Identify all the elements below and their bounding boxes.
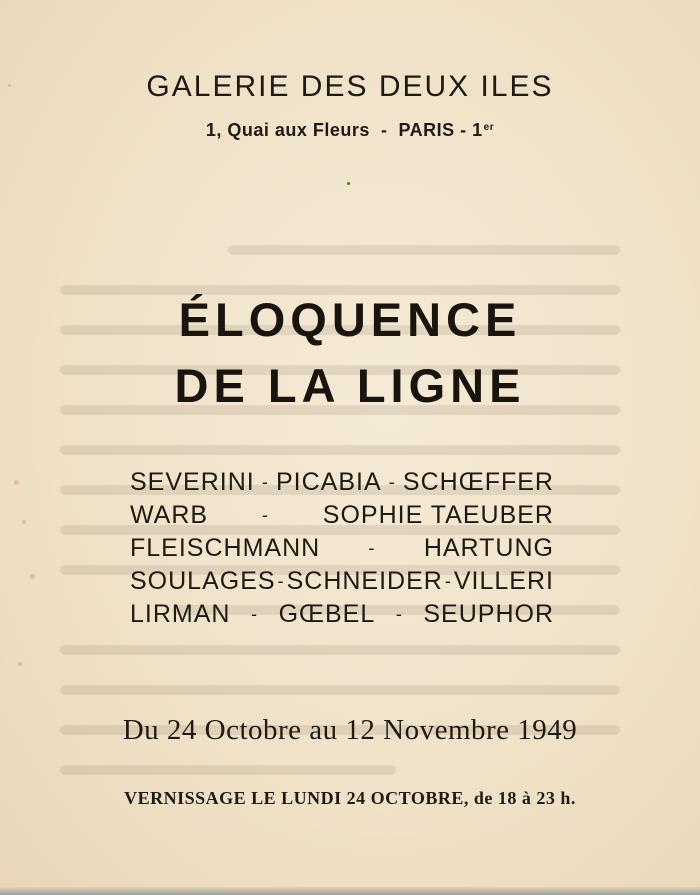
opening-label: VERNISSAGE LE LUNDI 24 OCTOBRE, [124,788,469,808]
artist-separator: - [395,604,403,624]
artist-name: HARTUNG [423,534,554,562]
artist-line [130,466,554,499]
gallery-name: GALERIE DES DEUX ILES [146,70,554,103]
address-city: PARIS - 1 [398,120,483,140]
artist-name: WARB [130,501,209,529]
artist-separator: - [368,538,376,558]
artist-line [130,598,554,631]
artist-name: SCHNEIDER [286,567,443,595]
artist-name: PICABIA [275,468,382,496]
artist-line [130,565,554,598]
artist-name: SOPHIE TAEUBER [322,501,554,529]
foxing-stain [22,520,26,524]
artist-name: SCHŒFFER [402,468,554,496]
artist-name: SOULAGES [130,567,276,595]
artist-separator: - [261,472,269,492]
artist-list [130,466,554,631]
address-street: 1, Quai aux Fleurs [205,120,370,140]
artist-name: SEUPHOR [423,600,554,628]
foxing-stain [18,662,22,666]
exhibition-dates: Du 24 Octobre au 12 Novembre 1949 [122,714,578,746]
gallery-address [0,120,700,141]
foxing-stain [30,574,35,579]
artist-name: FLEISCHMANN [130,534,321,562]
card-bottom-edge [0,887,700,895]
opening-info [0,788,700,809]
ink-dot [347,182,350,185]
artist-name: GŒBEL [278,600,376,628]
artist-line [130,499,554,532]
foxing-stain [14,480,19,485]
artist-name: VILLERI [453,567,554,595]
artist-separator: - [251,604,259,624]
artist-separator: - [261,505,269,525]
exhibition-title-line-2: DE LA LIGNE [174,359,526,412]
artist-separator: - [388,472,396,492]
artist-name: SEVERINI [130,468,255,496]
exhibition-title-line-1: ÉLOQUENCE [178,293,522,346]
artist-line [130,532,554,565]
artist-separator: - [444,571,452,591]
address-arrondissement-suffix: er [483,122,495,133]
address-separator: - [380,120,388,140]
artist-separator: - [277,571,285,591]
opening-hours: de 18 à 23 h. [473,788,576,808]
artist-name: LIRMAN [130,600,231,628]
